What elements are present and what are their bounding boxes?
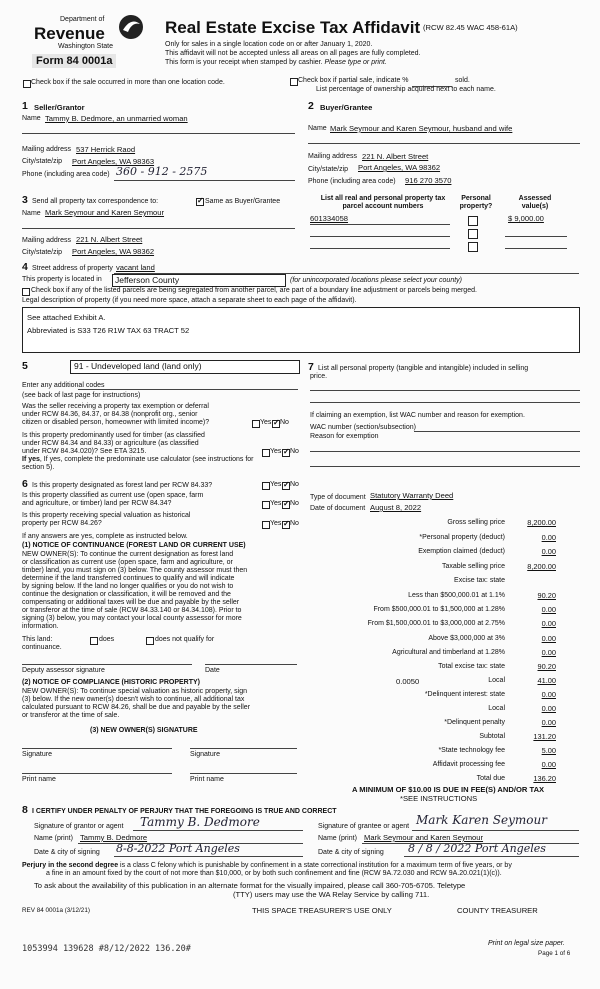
buyer-name-field[interactable]: Mark Seymour and Karen Seymour, husband and wife	[330, 124, 513, 133]
county-select[interactable]	[112, 274, 286, 287]
notice-1-line-6: continue the designation or classification, it will be removed and the	[22, 591, 231, 598]
reason-field-1[interactable]	[310, 451, 580, 452]
seller-heading: Seller/Grantor	[34, 103, 85, 112]
calc-delinq-penalty-label: *Delinquent penalty	[444, 719, 505, 726]
owner-print-field-2[interactable]	[190, 773, 297, 774]
notice-1-line-9: signing (3) below, you may contact your local county assessor for more	[22, 615, 242, 622]
notice-1-line-2: or classification as current use (open space, farm and agriculture, or	[22, 559, 233, 566]
see-instructions: *SEE INSTRUCTIONS	[400, 794, 478, 803]
corr-city-field[interactable]: Port Angeles, WA 98362	[72, 247, 155, 256]
calc-tier4-label: Above $3,000,000 at 3%	[428, 635, 505, 642]
continuance-label: continuance.	[22, 644, 62, 651]
county-note: (for unincorporated locations please select your county)	[290, 277, 462, 284]
doc-date-field[interactable]: August 8, 2022	[370, 503, 422, 512]
parcel-col-header: List all real and personal property tax parcel account numbers	[320, 195, 446, 210]
owner-print-label-2: Print name	[190, 776, 224, 783]
notice-1-heading: (1) NOTICE OF CONTINUANCE (FOREST LAND OR CURRENT USE)	[22, 542, 246, 549]
same-as-buyer-label: Same as Buyer/Grantee	[205, 198, 281, 205]
s6-q2-yes-label: Yes	[270, 500, 282, 507]
seller-name-field[interactable]: Tammy B. Dedmore, an unmarried woman	[45, 114, 188, 123]
deputy-date-label: Date	[205, 667, 220, 674]
perjury-line-1: Perjury in the second degree is a class C felony which is punishable by confinement in a state correctional institution for a maximum term of five years, or by	[22, 862, 512, 869]
legal-line-2: Abbreviated is S33 T26 R1W TAX 63 TRACT 52	[27, 326, 190, 335]
deputy-date-field[interactable]	[205, 664, 297, 665]
section-8-number: 8	[22, 804, 28, 816]
s5-q2-no-label: No	[290, 448, 299, 455]
s5-q2-line1: Is this property predominantly used for timber (as classified	[22, 432, 205, 439]
additional-codes-field[interactable]	[78, 389, 298, 390]
notice-1-line-5: by signing below. If the land no longer qualifies or you do not wish to	[22, 583, 234, 590]
deputy-signature-label: Deputy assessor signature	[22, 667, 105, 674]
grantor-date-line	[114, 856, 303, 857]
agency-top: Department of	[60, 16, 105, 23]
grantee-name-field[interactable]: Mark Seymour and Karen Seymour	[364, 833, 484, 842]
s6-q1-yes-checkbox[interactable]	[262, 482, 270, 490]
owner-signature-label-1: Signature	[22, 751, 52, 758]
notice-2-line-4: or transferor at the time of sale.	[22, 712, 120, 719]
s6-q2-line2: and agriculture, or timber) land per RCW 84.34?	[22, 500, 172, 507]
s6-q1-no-checkbox[interactable]	[282, 482, 290, 490]
calc-local-value[interactable]: 41.00	[537, 676, 556, 685]
reason-field-2[interactable]	[310, 466, 580, 467]
s6-q2-no-checkbox[interactable]	[282, 501, 290, 509]
s6-q2-line1: Is this property classified as current use (open space, farm	[22, 492, 204, 499]
header-note-3: This form is your receipt when stamped by cashier. Please type or print.	[165, 59, 387, 66]
assessed-value-field[interactable]: $ 9,000.00	[508, 214, 544, 223]
reason-label: Reason for exemption	[310, 433, 379, 440]
this-land-label: This land:	[22, 636, 53, 643]
legal-description-field[interactable]	[22, 307, 580, 353]
calc-total-state-label: Total excise tax: state	[438, 663, 505, 670]
s5-q1-line3: citizen or disabled person, homeowner with limited income)?	[22, 419, 210, 426]
buyer-phone-label: Phone (including area code)	[308, 178, 396, 185]
calc-total-due-value[interactable]: 136.20	[533, 774, 556, 783]
s6-q2-no-label: No	[290, 500, 299, 507]
calc-excise-label: Excise tax: state	[454, 577, 505, 584]
calc-taxable-value[interactable]: 8,200.00	[527, 562, 556, 571]
calc-local-rate: 0.0050	[396, 677, 420, 686]
seller-city-field[interactable]: Port Angeles, WA 98363	[72, 157, 155, 166]
s6-q3-yes-checkbox[interactable]	[262, 521, 270, 529]
s6-q2-yes-checkbox[interactable]	[262, 501, 270, 509]
seller-phone-field[interactable]: 360 - 912 - 2575	[116, 165, 208, 178]
form-revision: REV 84 0001a (3/12/21)	[22, 907, 90, 914]
calc-gross-value[interactable]: 8,200.00	[527, 518, 556, 527]
owner-print-label-1: Print name	[22, 776, 56, 783]
personal-property-field-1[interactable]	[310, 390, 580, 391]
section-2-number: 2	[308, 100, 314, 112]
calc-tier1-label: Less than $500,000.01 at 1.1%	[408, 592, 505, 599]
calc-local-label: Local	[488, 677, 505, 684]
accessibility-line-2: (TTY) users may use the WA Relay Service by calling 711.	[233, 890, 430, 899]
notice-1-line-3: timber) land, you must sign on (3) below. The county assessor must then	[22, 567, 248, 574]
grantee-date-field[interactable]: 8 / 8 / 2022 Port Angeles	[408, 842, 546, 855]
calc-tier1-value[interactable]: 90.20	[537, 591, 556, 600]
wac-field[interactable]	[414, 431, 580, 432]
land-does-label: does	[99, 636, 115, 643]
section-4-number: 4	[22, 261, 28, 273]
partial-sold-label: sold.	[455, 77, 470, 84]
minimum-notice: A MINIMUM OF $10.00 IS DUE IN FEE(S) AND/OR TAX	[352, 785, 545, 794]
notice-1-line-10: information.	[22, 623, 59, 630]
grantor-name-label: Name (print)	[34, 835, 73, 842]
owner-signature-label-2: Signature	[190, 751, 220, 758]
land-does-checkbox[interactable]	[90, 637, 98, 645]
buyer-heading: Buyer/Grantee	[320, 103, 373, 112]
notice-2-line-2: (3) below. If the new owner(s) doesn't wish to continue, all additional tax	[22, 696, 245, 703]
s5-q2-line4: If yes, If yes, complete the predominate use calculator (see instructions for	[22, 456, 254, 463]
corr-address-field[interactable]: 221 N. Albert Street	[76, 235, 143, 244]
notice-3-heading: (3) NEW OWNER(S) SIGNATURE	[90, 727, 198, 734]
calc-ag-value[interactable]: 0.00	[541, 648, 556, 657]
s5-q2-yes-checkbox[interactable]	[262, 449, 270, 457]
s5-q2-line3: under RCW 84.34.020)? See ETA 3215.	[22, 448, 147, 455]
agency-main: Revenue	[34, 24, 105, 43]
assessed-line-2[interactable]	[505, 236, 567, 237]
county-value: Jefferson County	[115, 275, 180, 285]
county-treasurer-label: COUNTY TREASURER	[457, 906, 538, 915]
segregated-checkbox[interactable]	[22, 288, 30, 296]
certify-statement: I CERTIFY UNDER PENALTY OF PERJURY THAT THE FOREGOING IS TRUE AND CORRECT	[32, 808, 337, 815]
calc-tech-fee-value[interactable]: 5.00	[541, 746, 556, 755]
calc-subtotal-value[interactable]: 131.20	[533, 732, 556, 741]
owner-signature-field-1[interactable]	[22, 748, 172, 749]
s6-q3-yes-label: Yes	[270, 520, 282, 527]
seller-address-field[interactable]: 537 Herrick Raod	[76, 145, 136, 154]
exemption-label: If claiming an exemption, list WAC number and reason for exemption.	[310, 412, 525, 419]
form-title: Real Estate Excise Tax Affidavit	[165, 18, 421, 37]
s5-q1-yes-checkbox[interactable]	[252, 420, 260, 428]
street-label: Street address of property	[32, 265, 113, 272]
section-1-number: 1	[22, 100, 28, 112]
s5-q1-no-checkbox[interactable]	[272, 420, 280, 428]
calc-exemption-value[interactable]: 0.00	[541, 547, 556, 556]
assessed-col-header: Assessed value(s)	[518, 195, 552, 210]
calc-subtotal-label: Subtotal	[479, 733, 505, 740]
legal-size-note: Print on legal size paper.	[488, 940, 565, 947]
partial-list-label: List percentage of ownership acquired next to each name.	[316, 86, 496, 93]
additional-codes-label: Enter any additional codes	[22, 382, 105, 389]
parcel-line-2[interactable]	[310, 236, 450, 237]
land-does-not-checkbox[interactable]	[146, 637, 154, 645]
section-5-number: 5	[22, 360, 28, 372]
s6-any-yes: If any answers are yes, complete as instructed below.	[22, 533, 188, 540]
seller-name-label: Name	[22, 115, 41, 122]
s5-q1-yes-label: Yes	[260, 419, 272, 426]
grantee-sig-line	[412, 830, 579, 831]
assessed-line-3[interactable]	[505, 248, 567, 249]
doc-type-label: Type of document	[310, 494, 366, 501]
perjury-line-2: a fine in an amount fixed by the court of not more than $10,000, or by both such confinement and fine (RCW 9A.72.030 and RCW 9A.20.021(1)(c)).	[46, 870, 502, 877]
owner-signature-field-2[interactable]	[190, 748, 297, 749]
notice-2-line-3: calculated pursuant to RCW 84.26, shall be due and payable by the seller	[22, 704, 251, 711]
personal-property-label: List all personal property (tangible and intangible) included in selling	[318, 365, 529, 372]
s6-q1: Is this property designated as forest land per RCW 84.33?	[32, 482, 213, 489]
corr-city-label: City/state/zip	[22, 249, 63, 256]
see-back-label: (see back of last page for instructions)	[22, 392, 141, 399]
section-6-number: 6	[22, 478, 28, 490]
corr-address-label: Mailing address	[22, 237, 72, 244]
calc-total-due-label: Total due	[476, 775, 505, 782]
dor-seal-icon	[117, 13, 145, 41]
calc-personal-value[interactable]: 0.00	[541, 533, 556, 542]
s5-q2-line5: section 5).	[22, 464, 55, 471]
s5-q1-no-label: No	[280, 419, 289, 426]
calc-delinq-int-local-value[interactable]: 0.00	[541, 704, 556, 713]
accessibility-line-1: To ask about the availability of this publication in an alternate format for the visually impaired, please call 360-705-6705. Teletype	[34, 881, 466, 890]
partial-sale-label: Check box if partial sale, indicate %	[298, 77, 409, 84]
calc-processing-fee-value[interactable]: 0.00	[541, 760, 556, 769]
multi-location-label: Check box if the sale occurred in more than one location code.	[31, 79, 225, 86]
s6-q1-no-label: No	[290, 481, 299, 488]
section-7-number: 7	[308, 361, 314, 373]
calc-tier2-value[interactable]: 0.00	[541, 605, 556, 614]
s5-q1-line1: Was the seller receiving a property tax exemption or deferral	[22, 403, 209, 410]
grantee-date-line	[404, 856, 579, 857]
correspondence-label: Send all property tax correspondence to:	[32, 198, 159, 205]
header-note-1: Only for sales in a single location code on or after January 1, 2020.	[165, 41, 373, 48]
street-field[interactable]: vacant land	[116, 263, 155, 272]
personal-property-checkbox-3[interactable]	[468, 242, 478, 252]
land-use-select[interactable]	[70, 360, 300, 374]
segregated-label: Check box if any of the listed parcels are being segregated from another parcel, are part of a boundary line adjustment or parcels being merged.	[31, 287, 477, 294]
treasurer-use-label: THIS SPACE TREASURER'S USE ONLY	[252, 906, 392, 915]
personal-property-checkbox-1[interactable]	[468, 216, 478, 226]
grantor-sig-line	[133, 830, 303, 831]
buyer-address-field[interactable]: 221 N. Albert Street	[362, 152, 429, 161]
s6-q3-no-checkbox[interactable]	[282, 521, 290, 529]
grantee-signature[interactable]: Mark Karen Seymour	[416, 813, 547, 827]
calc-exemption-label: Exemption claimed (deduct)	[418, 548, 505, 555]
form-citation: (RCW 82.45 WAC 458-61A)	[423, 23, 518, 32]
form-number: Form 84 0001a	[32, 54, 116, 68]
land-does-not-label: does not qualify for	[155, 636, 215, 643]
county-label: This property is located in	[22, 276, 102, 283]
personal-property-field-2[interactable]	[310, 402, 580, 403]
cashier-stamp: 1053994 139628 #8/12/2022 136.20#	[22, 944, 191, 954]
s5-q1-line2: under RCW 84.36, 84.37, or 84.38 (nonprofit org., senior	[22, 411, 198, 418]
calc-ag-label: Agricultural and timberland at 1.28%	[392, 649, 505, 656]
legal-description-label: Legal description of property (if you need more space, attach a separate sheet to each page of the affidavit).	[22, 297, 357, 304]
notice-2-heading: (2) NOTICE OF COMPLIANCE (HISTORIC PROPERTY)	[22, 679, 200, 686]
calc-processing-fee-label: Affidavit processing fee	[432, 761, 505, 768]
buyer-phone-field[interactable]: 916 270 3570	[405, 176, 452, 185]
s6-q3-no-label: No	[290, 520, 299, 527]
deputy-signature-field[interactable]	[22, 664, 192, 665]
calc-delinq-penalty-value[interactable]: 0.00	[541, 718, 556, 727]
notice-1-line-1: NEW OWNER(S): To continue the current designation as forest land	[22, 551, 234, 558]
buyer-city-label: City/state/zip	[308, 166, 349, 173]
buyer-address-label: Mailing address	[308, 153, 358, 160]
personal-property-checkbox-2[interactable]	[468, 229, 478, 239]
calc-tier2-label: From $500,000.01 to $1,500,000 at 1.28%	[373, 606, 505, 613]
calc-gross-label: Gross selling price	[447, 519, 505, 526]
s6-q1-yes-label: Yes	[270, 481, 282, 488]
seller-phone-label: Phone (including area code)	[22, 171, 110, 178]
seller-city-label: City/state/zip	[22, 158, 63, 165]
same-as-buyer-checkbox[interactable]	[196, 198, 204, 206]
calc-total-state-value[interactable]: 90.20	[537, 662, 556, 671]
s5-q2-no-checkbox[interactable]	[282, 449, 290, 457]
s5-q2-yes-label: Yes	[270, 448, 282, 455]
s6-q3-line1: Is this property receiving special valuation as historical	[22, 512, 191, 519]
calc-tier3-value[interactable]: 0.00	[541, 619, 556, 628]
s5-q2-line2: under RCW 84.34 and 84.33) or agriculture (as classified	[22, 440, 199, 447]
calc-tier4-value[interactable]: 0.00	[541, 634, 556, 643]
parcel-line-3[interactable]	[310, 248, 450, 249]
grantor-name-field[interactable]: Tammy B. Dedmore	[80, 833, 148, 842]
grantor-date-field[interactable]: 8-8-2022 Port Angeles	[116, 842, 240, 855]
grantee-date-label: Date & city of signing	[318, 849, 384, 856]
calc-taxable-label: Taxable selling price	[441, 563, 505, 570]
calc-tech-fee-label: *State technology fee	[438, 747, 505, 754]
parcel-line-1	[310, 224, 450, 225]
buyer-name-label: Name	[308, 125, 327, 132]
doc-date-label: Date of document	[310, 505, 366, 512]
owner-print-field-1[interactable]	[22, 773, 172, 774]
corr-name-label: Name	[22, 210, 41, 217]
seller-name-line-2[interactable]	[22, 133, 295, 134]
grantee-name-label: Name (print)	[318, 835, 357, 842]
seller-address-label: Mailing address	[22, 146, 72, 153]
calc-delinq-int-state-label: *Delinquent interest: state	[424, 691, 505, 698]
seller-phone-line	[114, 180, 295, 181]
notice-2-line-1: NEW OWNER(S): To continue special valuation as historic property, sign	[22, 688, 247, 695]
buyer-city-field[interactable]: Port Angeles, WA 98362	[358, 163, 441, 172]
corr-name-field[interactable]: Mark Seymour and Karen Seymour	[45, 208, 165, 217]
wac-label: WAC number (section/subsection)	[310, 424, 416, 431]
calc-tier3-label: From $1,500,000.01 to $3,000,000 at 2.75%	[367, 620, 505, 627]
page-number: Page 1 of 6	[538, 950, 571, 957]
partial-sale-checkbox[interactable]	[290, 78, 298, 86]
land-use-value: 91 - Undeveloped land (land only)	[74, 361, 202, 371]
parcel-number-field[interactable]: 601334058	[310, 214, 349, 223]
header-note-2: This affidavit will not be accepted unless all areas on all pages are fully completed.	[165, 50, 421, 57]
notice-1-line-7: compensating or additional taxes will be due and payable by the seller	[22, 599, 240, 606]
calc-personal-label: *Personal property (deduct)	[419, 534, 505, 541]
agency-state: Washington State	[58, 43, 113, 50]
calc-delinq-int-local-label: Local	[488, 705, 505, 712]
personal-col-header: Personal property?	[459, 195, 493, 210]
grantee-sig-label: Signature of grantee or agent	[318, 823, 410, 830]
corr-name-line-2[interactable]	[22, 228, 295, 229]
s6-q3-line2: property per RCW 84.26?	[22, 520, 102, 527]
buyer-name-line-2[interactable]	[308, 143, 580, 144]
personal-property-label-2: price.	[310, 373, 328, 380]
calc-delinq-int-state-value[interactable]: 0.00	[541, 690, 556, 699]
notice-1-line-4: determine if the land transferred continues to qualify and will indicate	[22, 575, 235, 582]
grantor-sig-label: Signature of grantor or agent	[34, 823, 124, 830]
legal-line-1: See attached Exhibit A.	[27, 313, 106, 322]
multi-location-checkbox[interactable]	[23, 80, 31, 88]
grantor-signature[interactable]: Tammy B. Dedmore	[140, 815, 260, 829]
grantor-date-label: Date & city of signing	[34, 849, 100, 856]
section-3-number: 3	[22, 194, 28, 206]
notice-1-line-8: or transferor at the time of sale (RCW 84.33.140 or 84.34.108). Prior to	[22, 607, 242, 614]
doc-type-field[interactable]: Statutory Warranty Deed	[370, 491, 454, 500]
